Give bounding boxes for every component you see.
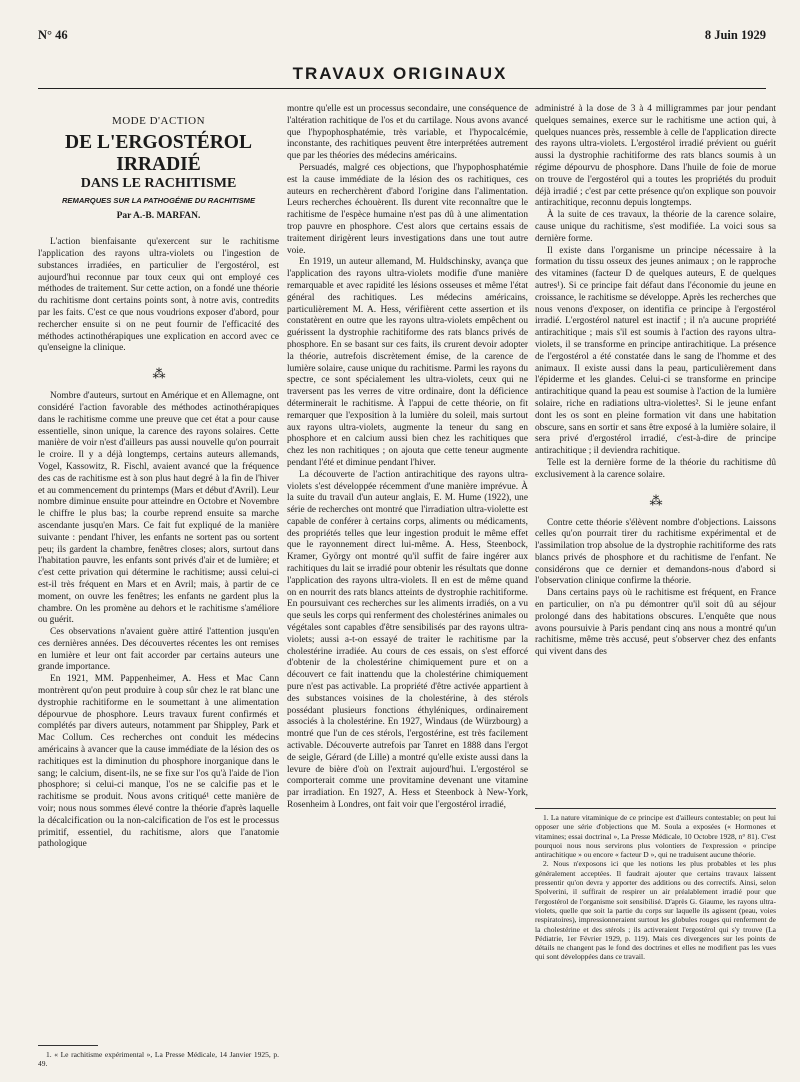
paragraph: Dans certains pays où le rachitisme est fréquent, en France en particulier, on n'a pu démontrer qu'il soit dû au séjour prolongé dans des habitations obscures. L'enquête que nous avons poursuivie à Paris pendant cinq ans nous a montré qu'un rachitisme, même très accusé, peut s'observer chez des enfants qui vivent dans des: [535, 588, 776, 658]
running-header: [38, 28, 766, 48]
asterism-divider: ⁂: [152, 366, 165, 382]
paragraph: En 1921, MM. Pappenheimer, A. Hess et Mac Cann montrèrent qu'on peut produire à coup sûr chez le rat blanc une dystrophie rachitiforme en le soumettant à une alimentation dépourvue de phosphore. Leurs travaux furent confirmés et complétés par divers auteurs, notamment par Shippley, Park et Mac Collum. Ces recherches ont conduit les médecins américains à avancer que la cause immédiate de la lésion des os rachitiques est la diminution du phosphore inorganique dans le sang; le calcium, disent-ils, ne se fixe sur l'os qu'à l'aide de l'ion phosphore; si celui-ci manque, l'os ne se calcifie pas et le rachitisme se produit. Nous avons critiqué¹ cette manière de voir; nous nous sommes élevé contre la théorie d'après laquelle la décalcification ou la non-calcification de l'os est le processus primitif, essentiel, du rachitisme, alors que l'anatomie pathologique: [38, 674, 279, 850]
paragraph: En 1919, un auteur allemand, M. Huldschinsky, avança que l'application des rayons ultra-violets modifie d'une manière remarquable et avec rapidité les lésions osseuses et même l'état général des rachitiques. Les médecins américains, particulièrement M. A. Hess, vérifièrent cette assertion et ils constatèrent en outre que les rayons ultra-violets empêchent ou guérissent la dystrophie rachitiforme des rats blancs privés de phosphore. En se basant sur ces faits, ils crurent devoir adopter la théorie, autrefois discrètement émise, de la carence de lumière solaire, cause unique du rachitisme. Parmi les rayons du spectre, ce sont spécialement les ultra-violets, ceux qui ne traversent pas les verres de vitre ordinaire, dont la déficience déterminerait le rachitisme. À l'appui de cette théorie, on fit remarquer que l'exposition à la lumière du soleil, mais surtout aux rayons ultra-violets, augmente la teneur du sang en phosphore et en calcium aussi bien chez les rachitiques que chez les non rachitiques ; on ajouta que cette teneur augmente pendant l'été et diminue pendant l'hiver.: [287, 257, 528, 468]
paragraph: Telle est la dernière forme de la théorie du rachitisme dû exclusivement à la carence solaire.: [535, 457, 776, 480]
header-rule: [38, 88, 766, 89]
footnote-text: 1. « Le rachitisme expérimental », La Presse Médicale, 14 Janvier 1925, p. 49.: [38, 1050, 279, 1069]
paragraph: L'action bienfaisante qu'exercent sur le rachitisme l'application des rayons ultra-violets ou l'ingestion de substances irradiées, en particulier de l'ergostérol, est aujourd'hui reconnue par toux ceux qui ont employé ces méthodes de traitement. Sur cette action, on a fondé une théorie du rachitisme dont certains points sont, à notre avis, contredits par les faits. C'est ce que nous voudrions exposer d'abord, pour rechercher ensuite si on ne peut fournir de l'efficacité des méthodes actinothérapiques une explication en accord avec ce qu'enseigne la clinique.: [38, 237, 279, 354]
footnote-text: 1. La nature vitaminique de ce principe est d'ailleurs contestable; on peut lui opposer une série d'objections que M. Soula a exposées (« Hormones et vitamines; essai doctrinal », La Presse Médicale, 10 Octobre 1928, n° 81). C'est pourquoi nous nous servirons plus volontiers de l'expression « principe antirachitique » ou encore « facteur D », qui ne traduisent aucune théorie.: [535, 813, 776, 860]
issue-number: N° 46: [38, 28, 68, 42]
asterism-divider: ⁂: [649, 492, 662, 508]
article-kicker: MODE D'ACTION: [111, 115, 206, 127]
paragraph: Il existe dans l'organisme un principe nécessaire à la formation du tissu osseux des jeunes animaux ; on le rapproche des vitamines (facteur D de quelques auteurs, E de quelques autres¹). Si ce principe fait défaut dans l'économie du jeune en croissance, le rachitisme se développe. Après les recherches que nous venons d'exposer, on identifia ce principe à l'ergostérol irradié. L'ergostérol naturel est inactif ; il n'a aucune propriété antirachitique ; mais s'il est soumis à l'action des rayons ultra-violets, il se transforme en principe antirachitique. La présence de l'ergostérol a été constatée dans le sang de l'homme et des animaux. Il existe aussi dans la peau, particulièrement dans l'épiderme et les glandes. Celui-ci se transforme en principe antirachitique quand la peau est soumise à l'action de la lumière solaire, riche en radiations ultra-violettes². Si le jeune enfant dont les os sont en pleine formation vit dans une habitation obscure, sans en sortir et sans être exposé à la lumière solaire, il sera privé d'ergostérol irradié, c'est-à-dire de principe antirachitique ; il deviendra rachitique.: [535, 245, 776, 457]
paragraph: À la suite de ces travaux, la théorie de la carence solaire, cause unique du rachitisme, s'est modifiée. La voici sous sa dernière forme.: [535, 210, 776, 244]
section-title: TRAVAUX ORIGINAUX: [292, 64, 508, 83]
paragraph: Persuadés, malgré ces objections, que l'hypophosphatémie est la cause immédiate de la lésion des os rachitiques, ces auteurs en recherchèrent d'abord l'origine dans l'alimentation. Leurs recherches échouèrent. Ils durent vite reconnaître que le rachitisme de l'espèce humaine n'est pas dû à une alimentation trop pauvre en phosphore. C'est alors que certains essais de traitement dirigèrent leurs investigations dans une tout autre voie.: [287, 162, 528, 256]
paragraph: montre qu'elle est un processus secondaire, une conséquence de l'altération rachitique de l'os et du cartilage. Nous avons avancé que l'hypophosphatémie, très variable, et l'hypocalcémie, inconstante, des rachitiques peuvent être interprétées autrement que par les théories des médecins américains.: [287, 104, 528, 162]
paragraph: Nombre d'auteurs, surtout en Amérique et en Allemagne, ont considéré l'action favorable des méthodes actinothérapiques dans le rachitisme comme une preuve que cet état a pour cause essentielle, sinon unique, la carence des rayons solaires. Cette manière de voir n'est d'ailleurs pas aussi nouvelle qu'on pourrait le croire. Il y a déjà longtemps, certains auteurs allemands, Vogel, Kassowitz, R. Fischl, avaient avancé que la fréquence des cas de rachitisme est à son plus haut degré à la fin de l'hiver et au commencement du printemps (Mars et début d'Avril). Leur nombre diminue ensuite pour atteindre en Octobre et Novembre le chiffre le plus bas; la courbe reprend ensuite sa marche ascendante jusqu'en Mars. Ce fait fut expliqué de la manière suivante : pendant l'hiver, les enfants ne sortent pas ou sortent peu; ils gardent la chambre, fenêtres closes; alors, surtout dans l'habitation pauvre, les enfants sont privés d'air et de lumière; et c'est cette privation qui détermine le rachitisme; aussi celui-ci est-il très fréquent en Mars et en Avril; mais, à partir de ce moment, on ouvre les fenêtres; les enfants ne gardent plus la chambre. On les promène au dehors et le rachitisme s'améliore ou guérit.: [38, 391, 279, 626]
paragraph: La découverte de l'action antirachitique des rayons ultra-violets s'est développée récemment d'une manière imprévue. À la suite du travail d'un auteur anglais, E. M. Hume (1922), une série de recherches ont montré que l'irradiation ultra-violette est capable de conférer à certains corps, aliments ou médicaments, des propriétés telles que leur ingestion produit le même effet que le rayonnement direct lui-même. A. Hess, Steenbock, Kramer, György ont montré qu'il suffit de faire ingérer aux rachitiques du lait se irradié pour obtenir les résultats que donne l'application des rayons ultra-violets. Il en est de même quand on en nourrit des rats blancs atteints de dystrophie rachitiforme. En poursuivant ces recherches sur les aliments irradiés, on a vu que seuls les corps qui renferment des cholestérines animales ou végétales sont capables d'être sensibilisés par des rayons ultra-violets; aussi a-t-on essayé de traiter le rachitisme par la cholestérine irradiée. Au cours de ces essais, on s'est efforcé d'obtenir de la cholestérine chimiquement pure et on a découvert ce fait inattendu que la cholestérine chimiquement pure n'est pas activable. La propriété d'être activée appartient à des substances voisines de la cholestérine, à des stérols possédant plusieurs fonctions éthyléniques, ordinairement associés à la cholestérine. En 1927, Windaus (de Würzbourg) a montré que l'un de ces stérols, l'ergostérine, est très facilement activable. Découverte autrefois par Tanret en 1888 dans l'ergot de seigle, Gérard (de Lille) a montré qu'elle existe aussi dans la levure de bière d'où on l'extrait aujourd'hui. L'ergostérol se comporterait comme une provitamine devenant une vitamine par irradiation. En 1927, A. Hess et Steenbock à New-York, Rosenheim à Londres, ont fait voir que l'ergostérol irradié,: [287, 469, 528, 811]
article-author: Par A.-B. MARFAN.: [116, 211, 201, 222]
column-2: [287, 104, 528, 812]
paragraph: Ces observations n'avaient guère attiré l'attention jusqu'en ces dernières années. Des découvertes récentes les ont remises en lumière et leur ont fait accorder par certains auteurs une grande importance.: [38, 627, 279, 673]
column-1: [38, 104, 279, 851]
column-3: [535, 104, 776, 659]
paragraph: Contre cette théorie s'élèvent nombre d'objections. Laissons celles qu'on pourrait tirer du rachitisme expérimental et de l'assimilation trop absolue de la dystrophie rachitiforme des rats blancs privés de phosphore et du rachitisme de l'enfant. Ne considérons que ce dernier et demandons-nous d'abord si l'observation clinique confirme la théorie.: [535, 517, 776, 587]
footnote-rule: [535, 808, 776, 809]
article-subtitle: DANS LE RACHITISME: [80, 175, 237, 191]
footnote-col1: [38, 1045, 279, 1069]
article-title: DE L'ERGOSTÉROL IRRADIÉ: [65, 131, 252, 175]
footnote-text: 2. Nous n'exposons ici que les notions les plus probables et les plus généralement acceptées. Il faudrait ajouter que certains travaux laissent pressentir qu'on devra y apporter des additions ou des correctifs. Ainsi, selon Spolverini, il suffirait de respirer un air préalablement irradié pour que l'ergostérol de l'organisme soit sensibilisé. D'après G. Giaume, les rayons ultra-violets, quelle que soit la partie du corps sur laquelle ils agissent (peau, voies respiratoires), impressionneraient surtout les globules rouges qui renferment de la cholestérine et des stérols ; ils activeraient l'ergostérol qui s'y trouve (La Pédiatrie, 1er Février 1929, p. 119). Mais ces divergences sur les points de détails ne changent pas le fond des doctrines et elles ne modifient pas les vues qui sont développées dans ce travail.: [535, 859, 776, 962]
issue-date: 8 Juin 1929: [704, 28, 766, 42]
article-remarks: REMARQUES SUR LA PATHOGÉNIE DU RACHITISME: [61, 195, 256, 205]
footnote-rule: [38, 1045, 98, 1046]
paragraph: administré à la dose de 3 à 4 milligrammes par jour pendant quelques semaines, exerce sur le rachitisme une action qui, à quelques nuances près, ressemble à celle de l'application directe des rayons ultra-violets. L'ergostérol irradié prévient ou guérit aussi la dystrophie rachitiforme des rats blancs soumis à un régime dépourvu de phosphore. Dans l'huile de foie de morue on trouve de l'ergostérol qui a toutes les propriétés du produit déjà irradié ; c'est par cette présence qu'on explique son pouvoir antirachitique, reconnu depuis longtemps.: [535, 104, 776, 209]
footnotes-col3: [535, 808, 776, 962]
